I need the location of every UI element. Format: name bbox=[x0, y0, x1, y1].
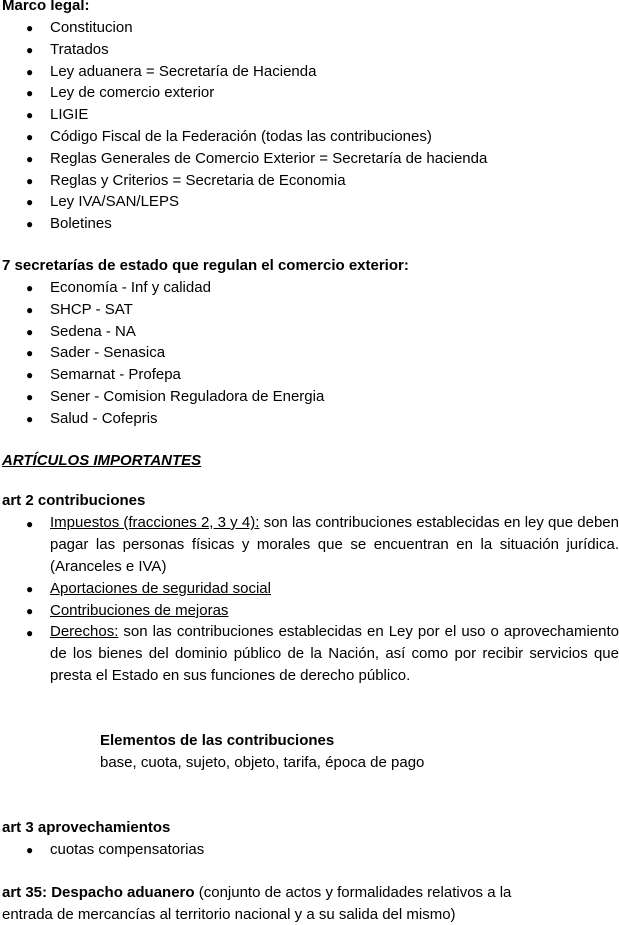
secretaria-item: SHCP - SAT bbox=[50, 300, 133, 318]
marco-legal-item: Ley de comercio exterior bbox=[50, 84, 215, 102]
secretarias-heading: 7 secretarías de estado que regulan el comercio exterior: bbox=[2, 257, 409, 274]
bullet-icon: ● bbox=[26, 217, 34, 232]
bullet-icon: ● bbox=[26, 390, 34, 404]
marco-legal-heading: Marco legal: bbox=[2, 0, 90, 14]
impuestos-definition: son las contribuciones establecidas en ley que deben pagar las personas físicas y morales que se encuentran en la situación jurídica. (Aranceles e IVA) bbox=[50, 514, 619, 575]
mejoras-item: Contribuciones de mejoras bbox=[50, 602, 229, 619]
secretaria-item: Semarnat - Profepa bbox=[50, 366, 181, 384]
secretaria-item: Sedena - NA bbox=[50, 322, 136, 340]
bullet-icon: ● bbox=[26, 626, 34, 640]
secretaria-item: Sener - Comision Reguladora de Energia bbox=[50, 388, 325, 405]
secretaria-item: Economía - Inf y calidad bbox=[50, 279, 211, 296]
bullet-icon: ● bbox=[26, 281, 34, 295]
marco-legal-item: Tratados bbox=[50, 40, 109, 58]
marco-legal-item: Reglas Generales de Comercio Exterior = Secretaría de hacienda bbox=[50, 149, 488, 167]
marco-legal-item: Código Fiscal de la Federación (todas las contribuciones) bbox=[50, 128, 432, 145]
aportaciones-item: Aportaciones de seguridad social bbox=[50, 580, 271, 597]
bullet-icon: ● bbox=[26, 21, 34, 35]
bullet-icon: ● bbox=[26, 108, 34, 123]
elementos-heading: Elementos de las contribuciones bbox=[100, 732, 335, 749]
bullet-icon: ● bbox=[26, 173, 34, 188]
bullet-icon: ● bbox=[26, 64, 34, 79]
bullet-icon: ● bbox=[26, 42, 34, 57]
marco-legal-item: Ley aduanera = Secretaría de Hacienda bbox=[50, 62, 317, 80]
articulos-heading: ARTÍCULOS IMPORTANTES bbox=[2, 452, 202, 469]
bullet-icon: ● bbox=[26, 302, 34, 317]
derechos-item bbox=[50, 621, 619, 686]
bullet-icon: ● bbox=[26, 368, 34, 383]
elementos-list: base, cuota, sujeto, objeto, tarifa, época de pago bbox=[100, 754, 425, 771]
bullet-icon: ● bbox=[26, 604, 34, 618]
impuestos-term: Impuestos (fracciones 2, 3 y 4): bbox=[50, 514, 260, 531]
marco-legal-item: Constitucion bbox=[50, 19, 133, 36]
art35-paragraph bbox=[2, 884, 511, 902]
bullet-icon: ● bbox=[26, 324, 34, 339]
derechos-definition: son las contribuciones establecidas en Ley por el uso o aprovechamiento de los bienes del dominio público de la Nación, así como por recibir servicios que presta el Estado en sus funciones de derecho público. bbox=[50, 623, 619, 684]
marco-legal-item: Reglas y Criterios = Secretaria de Economia bbox=[50, 171, 346, 189]
impuestos-item bbox=[50, 512, 619, 577]
marco-legal-item: Boletines bbox=[50, 215, 112, 233]
bullet-icon: ● bbox=[26, 517, 34, 531]
marco-legal-item: LIGIE bbox=[50, 106, 89, 124]
marco-legal-item: Ley IVA/SAN/LEPS bbox=[50, 193, 179, 211]
bullet-icon: ● bbox=[26, 346, 34, 361]
bullet-icon: ● bbox=[26, 411, 34, 426]
bullet-icon: ● bbox=[26, 86, 34, 101]
derechos-term: Derechos: bbox=[50, 623, 119, 640]
art3-heading: art 3 aprovechamientos bbox=[2, 819, 171, 836]
art35-title: art 35: Despacho aduanero bbox=[2, 884, 195, 901]
bullet-icon: ● bbox=[26, 151, 34, 166]
secretaria-item: Sader - Senasica bbox=[50, 344, 166, 362]
bullet-icon: ● bbox=[26, 130, 34, 144]
art35-text-line2: entrada de mercancías al territorio nacional y a su salida del mismo) bbox=[2, 906, 456, 923]
art35-text-line1: (conjunto de actos y formalidades relativos a la bbox=[194, 884, 512, 901]
art2-heading: art 2 contribuciones bbox=[2, 492, 146, 509]
bullet-icon: ● bbox=[26, 195, 34, 210]
art3-item: cuotas compensatorias bbox=[50, 841, 205, 858]
secretaria-item: Salud - Cofepris bbox=[50, 409, 158, 427]
bullet-icon: ● bbox=[26, 843, 34, 857]
bullet-icon: ● bbox=[26, 582, 34, 596]
